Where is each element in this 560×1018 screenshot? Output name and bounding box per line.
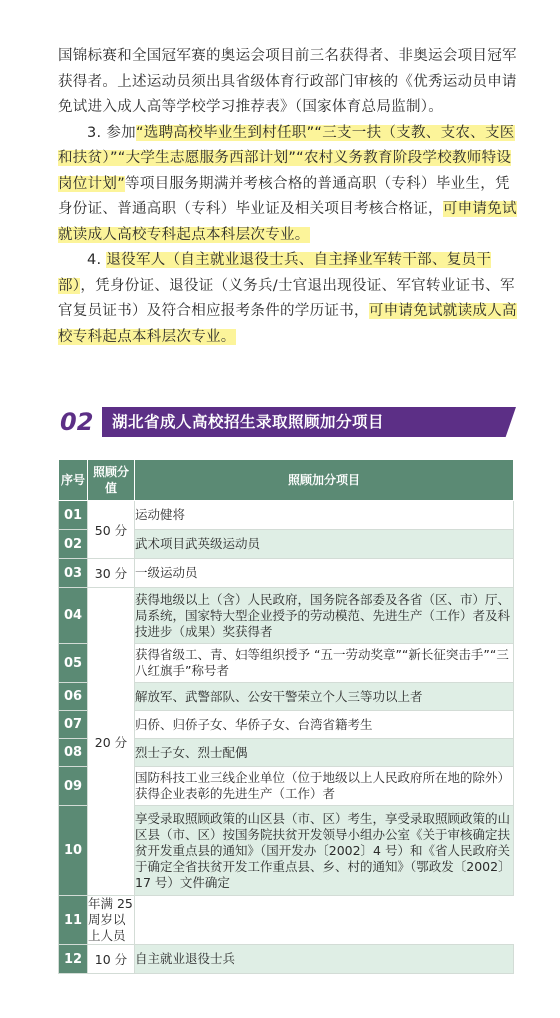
- section-header: [60, 407, 516, 437]
- row-number: 07: [59, 711, 88, 739]
- row-item: 解放军、武警部队、公安干警荣立个人三等功以上者: [135, 683, 514, 711]
- table-row: [59, 945, 514, 974]
- row-item: 归侨、归侨子女、华侨子女、台湾省籍考生: [135, 711, 514, 739]
- item-3-highlight-eligibility: 可申请免试就读成人高校专科起点本科层次专业。: [58, 201, 517, 243]
- header-score: 照顾分值: [88, 460, 135, 501]
- section-title: 湖北省成人高校招生录取照顾加分项目: [112, 413, 385, 431]
- row-number: 06: [59, 683, 88, 711]
- row-item: 自主就业退役士兵: [135, 945, 514, 974]
- row-number: 03: [59, 559, 88, 588]
- table-row: [59, 501, 514, 530]
- row-number: 02: [59, 530, 88, 559]
- row-number: 04: [59, 588, 88, 644]
- section-number: 02: [60, 408, 94, 436]
- bonus-points-table: [58, 459, 514, 974]
- item-4-highlight-eligibility: 可申请免试就读成人高校专科起点本科层次专业。: [58, 303, 517, 345]
- body-text: [58, 44, 518, 350]
- score-cell: 10 分: [88, 945, 135, 974]
- row-item: 运动健将: [135, 501, 514, 530]
- row-number: 12: [59, 945, 88, 974]
- row-item: 国防科技工业三线企业单位（位于地级以上人民政府所在地的除外）获得企业表彰的先进生产（工作）者: [135, 767, 514, 806]
- score-cell: 50 分: [88, 501, 135, 559]
- row-number: 11: [59, 896, 88, 945]
- table-row: [59, 588, 514, 644]
- score-cell: 30 分: [88, 559, 135, 588]
- row-number: 05: [59, 644, 88, 683]
- row-number: 10: [59, 806, 88, 896]
- item-4-text: ，凭身份证、退役证（义务兵/士官退出现役证、军官转业证书、军官复员证书）及符合相应报考条件的学历证书，: [58, 277, 515, 319]
- header-seq: 序号: [59, 460, 88, 501]
- item-3-highlight-programs: “选聘高校毕业生到村任职”“三支一扶（支教、支农、支医和扶贫）”“大学生志愿服务西部计划”“农村义务教育阶段学校教师特设岗位计划”: [58, 124, 515, 192]
- table-row: [59, 896, 514, 945]
- row-number: 09: [59, 767, 88, 806]
- item-4-paragraph: [58, 248, 518, 350]
- row-number: 01: [59, 501, 88, 530]
- row-item: 烈士子女、烈士配偶: [135, 739, 514, 767]
- paragraph-athletes: 国锦标赛和全国冠军赛的奥运会项目前三名获得者、非奥运会项目冠军获得者。上述运动员须出具省级体育行政部门审核的《优秀运动员申请免试进入成人高等学校学习推荐表》（国家体育总局监制）。: [58, 48, 517, 115]
- row-item: 年满 25 周岁以上人员: [88, 896, 133, 943]
- item-3-paragraph: [58, 121, 518, 249]
- table-header-row: [59, 460, 514, 501]
- table-row: [59, 559, 514, 588]
- row-item: 一级运动员: [135, 559, 514, 588]
- row-number: 08: [59, 739, 88, 767]
- row-item: 享受录取照顾政策的山区县（市、区）考生，享受录取照顾政策的山区县（市、区）按国务院扶贫开发领导小组办公室《关于审核确定扶贫开发重点县的通知》（国开发办〔2002〕4 号）和《省人民政府关于确定全省扶贫开发工作重点县、乡、村的通知》（鄂政发〔2002〕17 号）文件确定: [135, 806, 514, 896]
- item-3-prefix: 3. 参加: [87, 124, 136, 141]
- row-item: 获得地级以上（含）人民政府，国务院各部委及各省（区、市）厅、局系统，国家特大型企业授予的劳动模范、先进生产（工作）者及科技进步（成果）奖获得者: [135, 588, 514, 644]
- item-4-prefix: 4.: [87, 252, 107, 268]
- item-4-highlight-veterans: 退役军人（自主就业退役士兵、自主择业军转干部、复员干部）: [58, 252, 492, 294]
- score-cell: 20 分: [88, 588, 135, 896]
- header-item: 照顾加分项目: [135, 460, 514, 501]
- row-item: 武术项目武英级运动员: [135, 530, 514, 559]
- row-item: 获得省级工、青、妇等组织授予 “五一劳动奖章”“新长征突击手”“三八红旗手”称号者: [135, 644, 514, 683]
- item-3-text: 等项目服务期满并考核合格的普通高职（专科）毕业生，凭身份证、普通高职（专科）毕业证及相关项目考核合格证，: [58, 175, 510, 217]
